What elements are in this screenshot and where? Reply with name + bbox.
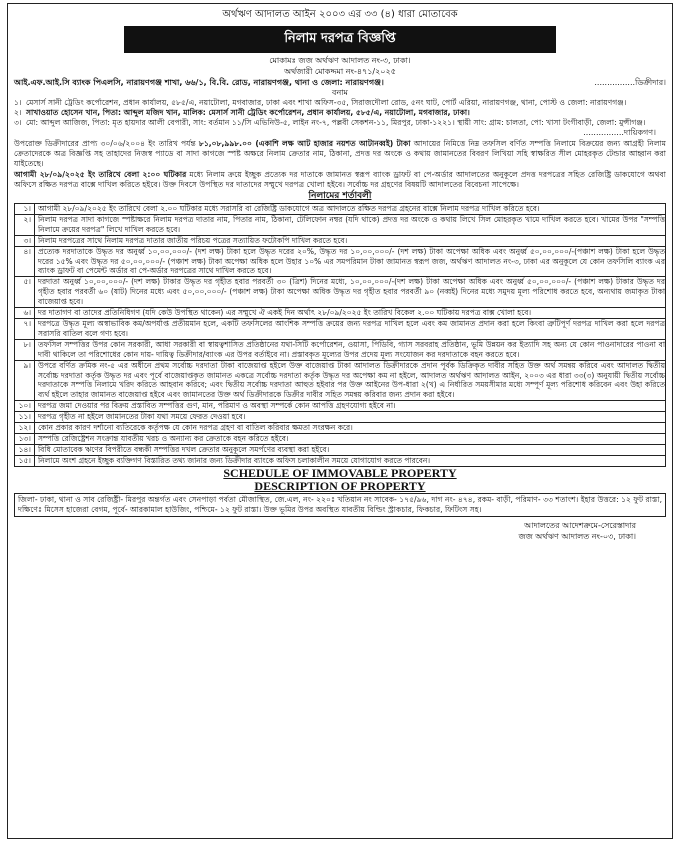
condition-row <box>15 401 665 412</box>
defendant-number: ৩। <box>14 118 22 127</box>
condition-row <box>15 340 665 361</box>
property-description: জিলা- ঢাকা, থানা ও সাব রেজিষ্ট্রী- মিরপুর অন্তর্গত এবং সেনপাড়া পর্বতা মৌজাস্থিত, জে.এল, নং- ২২০ঃ খতিয়ান নং সাবেক- ১৭৫/৯৬, দাগ নং- ৪৭৪, রকম- বাড়ী, পরিমাণ- ৩৩ শতাংশ। ইহার উত্তরে: ১২ ফুট রাস্তা, দক্ষিণেঃ মিসেস হাজেরা বেগম, পূর্বে- আরকামাল হাউজিং, পশ্চিমে- ১২ ফুট রাস্তা। উক্ত ভূমির উপর অবস্থিত যাবতীয় বিল্ডিং স্ট্রাকচার, ফিকচার, ফিটিংস সহ। <box>14 493 666 517</box>
condition-text: আগামী ২৮/০৯/২০২৫ ইং তারিখে বেলা ২.০০ ঘটিকার মধ্যে সরাসরি বা রেজিষ্ট্রি ডাকযোগে অত্র আদালতে রক্ষিত দরপত্র গ্রহনের বাক্সে নিলাম দরপত্র দাখিল করিতে হবে। <box>38 204 540 213</box>
condition-row <box>15 361 665 402</box>
condition-row <box>15 236 665 247</box>
condition-text: নিলামে অংশ গ্রহনে ইচ্ছুক ব্যক্তিগণ বিস্তারিত তথ্য জানার জন্য ডিক্রীদার ব্যাংকে অফিস চলাকালীন সময়ে যোগাযোগ করতে পারবেন। <box>38 455 431 465</box>
condition-row <box>15 412 665 423</box>
condition-row <box>15 308 665 319</box>
condition-row <box>15 423 665 434</box>
condition-row <box>15 247 665 278</box>
notice-page <box>7 3 673 839</box>
condition-text: উপরে বর্ণিত ক্রমিক নং-৫ এর অধীনে প্রথম সর্বোচ্চ দরদাতা টাকা বাজেয়াপ্ত হইলে উক্ত বাজেয়াপ্ত টাকা আদালত ডিক্রীদারকে প্রদান পূর্বক ডিক্রিকৃত দাবীর সহিত উক্ত অর্থ সমন্বয় করিবে এবং আদালত দ্বিতীয় সর্বোচ্চ দরদাতা কর্তৃক উদ্ধৃত দর এবং পূর্বে বাজেয়াপ্তকৃত জামানত একত্রে সর্বোচ্চ দরদাতা কর্তৃক উদ্ধৃত দর অপেক্ষা কম না হইলে, আদালত অর্থঋণ আদালত আইন, ২০০৩ এর ধারা ৩৩(৩) অনুযায়ী দ্বিতীয় সর্বোচ্চ দরদাতাকে সম্পত্তি নিলামে খরিদ করিতে আহবান করিবে; এবং দ্বিতীয় সর্বোচ্চ দরদাতা আহুত হইবার পর উক্ত আইনের উপ-ধারা ২(খ) এ নির্ধারিত সময়সীমার মধ্যে সম্পূর্ণ মূল্য পরিশোধ করিবেন এবং উহা করিতে ব্যর্থ হইলে তাহার জামানত বাজেয়াপ্ত হইবে এবং জামানতের উক্ত অর্থ ডিক্রীদারকে ডিক্রীর দাবীর সহিত সমন্বয় করিবার জন্য প্রদান করা হইবে। <box>38 360 665 400</box>
intro-paragraph-2 <box>14 170 666 190</box>
condition-text: তফসিল সম্পত্তির উপর কোন সরকারী, আধা সরকারী বা স্বায়ত্বশাসিত প্রতিষ্ঠানের যথা-সিটি কর্পোরেশন, ওয়াসা, পিডিবি, গ্যাস সরবরাহ প্রতিষ্ঠান, ভূমি উন্নয়ন কর ইত্যাদি সহ অন্য যে কোন পাওনাদারের পাওনা বা দাবী থাকিলে তা পরিশোধের কোন দায়- দায়িত্ব ডিক্রীদার/ব্যাংক এর উপর বর্তাইবে না। প্রস্তাবকৃত মূল্যের উপর প্রদেয় মূল্য সংযোজন কর দরদাতাকে বহন করতে হবে। <box>38 339 665 359</box>
defendant-item <box>14 108 666 118</box>
signature-line-2: জজ অর্থঋণ আদালত নং-০৩, ঢাকা। <box>518 531 636 541</box>
condition-row <box>15 319 665 340</box>
intro-text: মধ্যে নিলাম ক্রয়ে ইচ্ছুক প্রত্যেক দর দাতাকে জামানত স্বরূপ ব্যাংক ড্রাফট বা পে-অর্ডার আদালতের অনুকূলে প্রদত্ত দরপত্রের সহিত রেজিষ্ট্রি ডাকযোগে অথবা অফিসে রক্ষিত দরপত্র বাক্সে দাখিল করিতে হইবে। উক্ত দিবসে উপস্থিত দর দাতাদের সম্মুখে দরপত্র খোলা হইবে। সর্বোচ্চ দর গ্রহণের বিষয়টি আদালতের বিবেচনা সাপেক্ষে। <box>14 170 666 189</box>
condition-number: ৯। <box>15 361 35 401</box>
condition-number: ৫। <box>15 277 35 307</box>
intro-paragraph-1 <box>14 139 666 169</box>
condition-row <box>15 456 665 466</box>
condition-text: নিলাম দরপত্রের সাথে নিলাম দরপত্র দাতার জাতীয় পরিচয় পত্রের সত্যায়িত ফটোকপি দাখিল করতে হবে। <box>38 235 348 245</box>
condition-number: ২। <box>15 215 35 235</box>
plaintiff-role: ................ডিক্রীদার। <box>594 78 666 87</box>
condition-text: দরপত্র জমা দেওয়ার পর বিক্রয় প্রস্তাবিত সম্পত্তির গুণ, মান, পরিমাণ ও অবস্থা সম্পর্কে কোন আপত্তি গ্রহণযোগ্য হইবে না। <box>38 401 396 411</box>
defendant-text: মেসার্স সানী ট্রেডিং কর্পোরেশন, প্রধান কার্যালয়, ৫৮৫/এ, নয়াটোলা, মগবাজার, ঢাকা এবং শাখা অফিস-৩৫, সিরাজদৌলা রোড, ৫নং ঘাট, পোর্ট এরিয়া, নারায়ণগঞ্জ, থানা, পোস্ট ও জেলা: নারায়ণগঞ্জ। <box>26 98 627 107</box>
condition-number: ১১। <box>15 412 35 422</box>
conditions-table <box>14 203 666 467</box>
condition-text: দরপত্র গৃহীত না হইলে জামানতের টাকা যথা সময়ে ফেরত দেওয়া হবে। <box>38 412 246 422</box>
defendant-role: ................দায়িকগণ। <box>583 128 656 137</box>
condition-row <box>15 204 665 215</box>
condition-number: ১। <box>15 204 35 214</box>
condition-number: ১২। <box>15 423 35 433</box>
condition-text: প্রত্যেক দরদাতাকে উদ্ধৃত দর অনুর্ধ্ব ১০,০০,০০০/- (দশ লক্ষ) টাকা হলে উদ্ধৃত দরের ২০%, উদ্ধৃত দর ১০,০০,০০০/- (দশ লক্ষ) টাকা অপেক্ষা অধিক এবং অনুর্ধ্ব ৫০,০০,০০০/-(পঞ্চাশ লক্ষ) টাকা হলে উদ্ধৃত দরের ১৫% এবং উদ্ধৃত দর ৫০,০০,০০০/- (পঞ্চাশ লক্ষ) টাকা অপেক্ষা অধিক হলে উহার ১০% এর সমপরিমান টাকা জামানত স্বরূপ জজ, অর্থঋণ আদালত নং-৩, ঢাকা এর অনুকূলে যে কোন তফসিলি ব্যাংক এর ব্যাংক ড্রাফট বা পেমেন্ট অর্ডার বা পে-অর্ডার দরপত্রের সাথে দাখিল করতে হবে। <box>38 246 665 276</box>
condition-row <box>15 445 665 456</box>
intro-text: আদায়ের নিমিত্তে নিম্ন তফসিল বর্ণিত সম্পত্তি নিলামে বিক্রয়ের জন্য আগ্রহী নিলাম ক্রেতাদেরকে অত্র বিজ্ঞপ্তি সহ তাহাদের নিজস্ব প্যাডে বা সাদা কাগজে স্পষ্ট অক্ষরে নিলাম ক্রেতার নাম, ঠিকানা, প্রদত্ত দর অংকে ও কথায় জামানতের বিবরণ লিখিয়া সহি স্বাক্ষরিত সীল মোহরকৃত টেন্ডার আহ্বান করা যাইতেছে। <box>14 139 666 168</box>
plaintiff-name: আই.এফ.আই.সি ব্যাংক পিএলসি, নারায়ণগঞ্জ শাখা, ৬৬/১, বি.বি. রোড, নারায়ণগঞ্জ, থানা ও জেলা: নারায়ণগঞ্জ। <box>14 78 384 87</box>
plaintiff-row <box>14 77 666 88</box>
law-reference: অর্থঋণ আদালত আইন ২০০৩ এর ৩৩ (৪) ধারা মোতাবেক <box>222 9 458 20</box>
case-number: অর্থজারী মোকদ্দমা নং-৪৭১/২০২৫ <box>284 67 396 76</box>
defendant-number: ১। <box>14 98 22 107</box>
condition-row <box>15 434 665 445</box>
condition-number: ১৩। <box>15 434 35 444</box>
court-name: মোকামঃ জজ অর্থঋণ আদালত নং-৩, ঢাকা। <box>269 56 411 65</box>
condition-number: ১৫। <box>15 456 35 466</box>
decree-amount: ৮১,০৮,৯৯৮.০০ (একাশি লক্ষ আট হাজার নয়শত আটানব্বই) টাকা <box>198 139 411 148</box>
condition-number: ৭। <box>15 319 35 339</box>
defendant-item <box>14 98 666 108</box>
defendant-text: সাখাওয়াত হোসেন খান, পিতা: আব্দুল মজিদ খান, মালিক: মেসার্স সানী ট্রেডিং কর্পোরেশন, প্রধান কার্যালয়, ৫৮৫/এ, নয়াটোলা, মগবাজার, ঢাকা। <box>26 108 470 117</box>
condition-number: ১৪। <box>15 445 35 455</box>
condition-number: ১০। <box>15 401 35 411</box>
condition-number: ৬। <box>15 308 35 318</box>
versus-label: বনাম <box>332 88 348 97</box>
intro-text: উপরোক্ত ডিক্রীদারের প্রাপ্য ৩০/০৬/২০০৪ ইং তারিখ পর্যন্ত <box>14 139 199 148</box>
condition-row <box>15 215 665 236</box>
condition-row <box>15 277 665 308</box>
defendant-item <box>14 118 666 128</box>
condition-number: ৪। <box>15 247 35 277</box>
condition-text: দরদাতা অনুর্ধ্ব ১০,০০,০০০/- (দশ লক্ষ) টাকার উদ্ধৃত দর গৃহীত হবার পরবর্তী ৩০ (ত্রিশ) দিনের মধ্যে, ১০,০০,০০০/-(দশ লক্ষ) টাকা অপেক্ষা অধিক এবং অনুর্ধ্ব ৫০,০০,০০০/- (পঞ্চাশ লক্ষ) টাকার উদ্ধৃত দর গৃহীত হবার পরবর্তী ৬০ (ষাট) দিনের মধ্যে এবং ৫০,০০,০০০/- (পঞ্চাশ লক্ষ) টাকা অপেক্ষা অধিক উদ্ধৃত দর গৃহীত হবার পরবর্তী ৯০ (নব্বই) দিনের মধ্যে সমুদয় মূল্য পরিশোধ করতে হবে, অন্যথায় জমাকৃত টাকা বাজেয়াপ্ত হবে। <box>38 277 665 307</box>
schedule-title: SCHEDULE OF IMMOVABLE PROPERTY <box>223 465 457 480</box>
deadline-text: আগামী ২৮/০৯/২০২৫ ইং তারিখে বেলা ২:০০ ঘটিকার <box>14 170 187 179</box>
condition-text: বিধি মোতাবেক ঋণের বিপরীতে বন্ধকী সম্পত্তির দখল ক্রেতার অনুকূলে সমর্পণের ব্যবস্থা করা হইবে। <box>38 444 330 454</box>
condition-text: নিলাম দরপত্র সাদা কাগজে স্পষ্টাক্ষরে নিলাম দরপত্র দাতার নাম, পিতার নাম, ঠিকানা, টেলিফোন নম্বর (যদি থাকে) প্রদত্ত দর অংকে ও কথায় লিখে সিল মোহরকৃত খামে দাখিল করতে হবে। খামের উপর "সম্পত্তি নিলামে ক্রয়ের দরপত্র" লিখে দাখিল করতে হবে। <box>38 214 665 234</box>
conditions-title: নিলামের শর্তাবলী <box>308 191 372 201</box>
condition-text: দরপত্রে উদ্ধৃত মূল্য অস্বাভাবিক কম/অপর্যাপ্ত প্রতীয়মান হলে, একটি তফসিলের আংশিক সম্পত্তি ক্রয়ের জন্য দরপত্র দাখিল হলে এবং কম জামানত প্রদান করা হলে কিংবা ত্রুটিপূর্ণ দরপত্র দাখিল করা হলে দরপত্র সরাসরি বাতিল বলে গণ্য হবে। <box>38 318 665 338</box>
schedule-subtitle: DESCRIPTION OF PROPERTY <box>254 478 426 493</box>
condition-text: দর দাতাগণ বা তাদের প্রতিনিধিগণ (যদি কেউ উপস্থিত থাকেন) এর সম্মুখে ঐ একই দিন অর্থাৎ ২৮/০৯/২০২৫ ইং তারিখ বিকেল ২.০০ ঘটিকায় দরপত্র বাক্স খোলা হবে। <box>38 308 532 318</box>
condition-number: ৩। <box>15 236 35 246</box>
notice-title: নিলাম দরপত্র বিজ্ঞপ্তি <box>124 26 556 53</box>
condition-text: সম্পত্তি রেজিষ্ট্রেশন সংক্রান্ত যাবতীয় খরচ ও অন্যান্য কর ক্রেতাকে বহন করিতে হইবে। <box>38 433 289 443</box>
condition-text: কোন প্রকার কারণ দর্শানো ব্যতিরেকে কর্তৃপক্ষ যে কোন দরপত্র গ্রহণ বা বাতিল করিবার ক্ষমতা সংরক্ষন করে। <box>38 423 353 433</box>
condition-number: ৮। <box>15 340 35 360</box>
signature-line-1: আদালতের আদেশক্রমে-সেরেস্তাদার <box>524 520 636 530</box>
defendant-text: মো: আব্দুল আজিজ, পিতা: মৃত হায়দার আলী বেপারী, সাং: বর্তমান ১১/সি এভিনিউ-৫, লাইন নং-৭, পল্লবী সেকশন-১১, মিরপুর, ঢাকা-১২২১। স্থায়ী সাং: গ্রাম: চালতা, পো: খাসা টংগীবাড়ী, জেলা: মুন্সীগঞ্জ। <box>26 118 646 127</box>
defendant-number: ২। <box>14 108 22 117</box>
defendant-list <box>14 98 666 128</box>
